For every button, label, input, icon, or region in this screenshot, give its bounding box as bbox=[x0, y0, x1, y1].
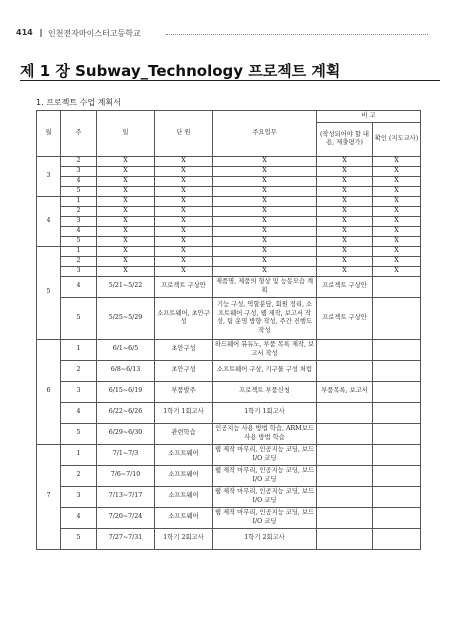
confirm-cell bbox=[373, 339, 421, 360]
week-cell: 5 bbox=[61, 528, 97, 549]
week-cell: 4 bbox=[61, 276, 97, 297]
section-heading: 1. 프로젝트 수업 계획서 bbox=[36, 98, 121, 107]
month-cell: 6 bbox=[37, 339, 61, 444]
confirm-cell: X bbox=[373, 266, 421, 276]
unit-cell: X bbox=[155, 256, 213, 266]
month-cell: 4 bbox=[37, 196, 61, 246]
table-row bbox=[37, 216, 421, 226]
period-cell: 7/13~7/17 bbox=[97, 486, 155, 507]
task-cell: 기능 구성, 역할분담, 회원 정리, 소프트웨어 구성, 웹 제작, 보고서 작성, 팀 운영 방향 작성, 주간 진행도 작성 bbox=[213, 297, 317, 339]
unit-cell: 1학기 1회고사 bbox=[155, 402, 213, 423]
confirm-cell: X bbox=[373, 206, 421, 216]
week-cell: 4 bbox=[61, 507, 97, 528]
unit-cell: X bbox=[155, 216, 213, 226]
week-cell: 4 bbox=[61, 402, 97, 423]
task-cell: 제품명, 제품의 형상 및 능동모습 계획 bbox=[213, 276, 317, 297]
week-cell: 1 bbox=[61, 444, 97, 465]
task-cell: X bbox=[213, 236, 317, 246]
week-cell: 3 bbox=[61, 216, 97, 226]
task-cell: X bbox=[213, 256, 317, 266]
table-row bbox=[37, 196, 421, 206]
period-cell: 6/22~6/26 bbox=[97, 402, 155, 423]
task-cell: 웹 제작 마무리, 인공지능 코딩, 보드 I/O 코딩 bbox=[213, 444, 317, 465]
period-cell: 7/6~7/10 bbox=[97, 465, 155, 486]
header-week: 주 bbox=[61, 111, 97, 157]
month-cell: 5 bbox=[37, 246, 61, 339]
output-cell bbox=[317, 402, 373, 423]
output-cell: X bbox=[317, 166, 373, 176]
confirm-cell: X bbox=[373, 196, 421, 206]
confirm-cell bbox=[373, 381, 421, 402]
table-row bbox=[37, 156, 421, 166]
confirm-cell bbox=[373, 423, 421, 444]
header-dotted-rule bbox=[166, 34, 428, 35]
unit-cell: X bbox=[155, 186, 213, 196]
unit-cell: 관련학습 bbox=[155, 423, 213, 444]
period-cell: X bbox=[97, 266, 155, 276]
task-cell: 웹 제작 마무리, 인공지능 코딩, 보드 I/O 코딩 bbox=[213, 507, 317, 528]
period-cell: X bbox=[97, 156, 155, 166]
week-cell: 1 bbox=[61, 196, 97, 206]
week-cell: 3 bbox=[61, 486, 97, 507]
period-cell: X bbox=[97, 256, 155, 266]
output-cell bbox=[317, 465, 373, 486]
output-cell bbox=[317, 507, 373, 528]
unit-cell: X bbox=[155, 176, 213, 186]
table-body bbox=[37, 156, 421, 549]
task-cell: X bbox=[213, 186, 317, 196]
table-row bbox=[37, 381, 421, 402]
unit-cell: 소프트웨어 bbox=[155, 465, 213, 486]
unit-cell: X bbox=[155, 246, 213, 256]
week-cell: 5 bbox=[61, 236, 97, 246]
task-cell: X bbox=[213, 226, 317, 236]
output-cell: X bbox=[317, 226, 373, 236]
table-row bbox=[37, 444, 421, 465]
output-cell bbox=[317, 360, 373, 381]
period-cell: X bbox=[97, 236, 155, 246]
month-cell: 3 bbox=[37, 156, 61, 196]
task-cell: X bbox=[213, 266, 317, 276]
period-cell: 6/15~6/19 bbox=[97, 381, 155, 402]
task-cell: 프로젝트 부품신청 bbox=[213, 381, 317, 402]
confirm-cell bbox=[373, 360, 421, 381]
week-cell: 1 bbox=[61, 246, 97, 256]
output-cell: X bbox=[317, 246, 373, 256]
school-name: 인천전자마이스터고등학교 bbox=[48, 29, 141, 38]
unit-cell: 소프트웨어 bbox=[155, 486, 213, 507]
page-header bbox=[16, 28, 436, 40]
table-row bbox=[37, 360, 421, 381]
confirm-cell bbox=[373, 444, 421, 465]
period-cell: 7/1~7/3 bbox=[97, 444, 155, 465]
output-cell bbox=[317, 444, 373, 465]
task-cell: 인공지능 사용 방법 학습, ARM보드 사용 방법 학습 bbox=[213, 423, 317, 444]
confirm-cell: X bbox=[373, 216, 421, 226]
confirm-cell bbox=[373, 528, 421, 549]
period-cell: 6/29~6/30 bbox=[97, 423, 155, 444]
unit-cell: 소프트웨어 bbox=[155, 444, 213, 465]
header-note-output: (작성되어야 할 내용, 제출평가) bbox=[317, 122, 373, 156]
header-note-confirm: 확인 (지도교사) bbox=[373, 122, 421, 156]
task-cell: X bbox=[213, 206, 317, 216]
table-row bbox=[37, 176, 421, 186]
period-cell: X bbox=[97, 196, 155, 206]
lesson-plan-table bbox=[36, 110, 421, 550]
confirm-cell: X bbox=[373, 246, 421, 256]
output-cell: X bbox=[317, 176, 373, 186]
header-task: 주요업무 bbox=[213, 111, 317, 157]
output-cell: X bbox=[317, 236, 373, 246]
period-cell: 6/1~6/5 bbox=[97, 339, 155, 360]
unit-cell: 소프트웨어 bbox=[155, 507, 213, 528]
unit-cell: X bbox=[155, 226, 213, 236]
chapter-title: 제 1 장 Subway_Technology 프로젝트 계획 bbox=[20, 62, 341, 80]
period-cell: X bbox=[97, 206, 155, 216]
output-cell: X bbox=[317, 196, 373, 206]
table-row bbox=[37, 236, 421, 246]
task-cell: X bbox=[213, 166, 317, 176]
page-number: 414 bbox=[16, 28, 33, 37]
unit-cell: X bbox=[155, 236, 213, 246]
unit-cell: 초안구성 bbox=[155, 360, 213, 381]
table-row bbox=[37, 423, 421, 444]
table-row bbox=[37, 297, 421, 339]
confirm-cell: X bbox=[373, 256, 421, 266]
table-row bbox=[37, 266, 421, 276]
period-cell: X bbox=[97, 216, 155, 226]
table-row bbox=[37, 226, 421, 236]
week-cell: 3 bbox=[61, 266, 97, 276]
table-row bbox=[37, 166, 421, 176]
week-cell: 5 bbox=[61, 297, 97, 339]
header-divider bbox=[40, 29, 42, 37]
table-row bbox=[37, 486, 421, 507]
confirm-cell bbox=[373, 276, 421, 297]
header-month: 월 bbox=[37, 111, 61, 157]
confirm-cell: X bbox=[373, 236, 421, 246]
unit-cell: X bbox=[155, 206, 213, 216]
unit-cell: 초안구성 bbox=[155, 339, 213, 360]
task-cell: 소프트웨어 구상, 기구물 구성 처럼 bbox=[213, 360, 317, 381]
output-cell: X bbox=[317, 256, 373, 266]
week-cell: 4 bbox=[61, 176, 97, 186]
output-cell: X bbox=[317, 156, 373, 166]
period-cell: 6/8~6/13 bbox=[97, 360, 155, 381]
week-cell: 5 bbox=[61, 423, 97, 444]
week-cell: 4 bbox=[61, 226, 97, 236]
output-cell bbox=[317, 486, 373, 507]
task-cell: 1학기 1회고사 bbox=[213, 402, 317, 423]
month-cell: 7 bbox=[37, 444, 61, 549]
week-cell: 2 bbox=[61, 156, 97, 166]
table-row bbox=[37, 402, 421, 423]
task-cell: 1학기 2회고사 bbox=[213, 528, 317, 549]
task-cell: 웹 제작 마무리, 인공지능 코딩, 보드 I/O 코딩 bbox=[213, 486, 317, 507]
confirm-cell bbox=[373, 507, 421, 528]
period-cell: X bbox=[97, 226, 155, 236]
task-cell: X bbox=[213, 196, 317, 206]
unit-cell: 부품발주 bbox=[155, 381, 213, 402]
output-cell bbox=[317, 528, 373, 549]
table-row bbox=[37, 528, 421, 549]
confirm-cell: X bbox=[373, 186, 421, 196]
period-cell: X bbox=[97, 246, 155, 256]
unit-cell: X bbox=[155, 166, 213, 176]
header-period: 일 bbox=[97, 111, 155, 157]
period-cell: X bbox=[97, 176, 155, 186]
unit-cell: X bbox=[155, 266, 213, 276]
table-row bbox=[37, 256, 421, 266]
period-cell: 5/25~5/29 bbox=[97, 297, 155, 339]
week-cell: 1 bbox=[61, 339, 97, 360]
header-note: 비 고 bbox=[317, 111, 421, 123]
week-cell: 3 bbox=[61, 381, 97, 402]
table-row bbox=[37, 206, 421, 216]
table-row bbox=[37, 465, 421, 486]
confirm-cell: X bbox=[373, 226, 421, 236]
output-cell bbox=[317, 339, 373, 360]
confirm-cell: X bbox=[373, 156, 421, 166]
unit-cell: 1학기 2회고사 bbox=[155, 528, 213, 549]
output-cell: X bbox=[317, 216, 373, 226]
week-cell: 2 bbox=[61, 465, 97, 486]
header-unit: 단 원 bbox=[155, 111, 213, 157]
period-cell: 5/21~5/22 bbox=[97, 276, 155, 297]
output-cell: 프로젝트 구상안 bbox=[317, 276, 373, 297]
output-cell: X bbox=[317, 206, 373, 216]
unit-cell: 프로젝트 구상안 bbox=[155, 276, 213, 297]
task-cell: 웹 제작 마무리, 인공지능 코딩, 보드 I/O 코딩 bbox=[213, 465, 317, 486]
output-cell: 프로젝트 구상안 bbox=[317, 297, 373, 339]
task-cell: X bbox=[213, 176, 317, 186]
confirm-cell bbox=[373, 465, 421, 486]
task-cell: 하드웨어 뮤듀노, 부품 목록 제작, 보고서 작성 bbox=[213, 339, 317, 360]
title-underline bbox=[20, 80, 440, 81]
week-cell: 3 bbox=[61, 166, 97, 176]
table-row bbox=[37, 186, 421, 196]
confirm-cell: X bbox=[373, 176, 421, 186]
task-cell: X bbox=[213, 216, 317, 226]
period-cell: 7/27~7/31 bbox=[97, 528, 155, 549]
table-row bbox=[37, 276, 421, 297]
period-cell: X bbox=[97, 166, 155, 176]
unit-cell: X bbox=[155, 196, 213, 206]
table-row bbox=[37, 339, 421, 360]
confirm-cell bbox=[373, 297, 421, 339]
confirm-cell bbox=[373, 402, 421, 423]
period-cell: X bbox=[97, 186, 155, 196]
output-cell bbox=[317, 423, 373, 444]
week-cell: 2 bbox=[61, 256, 97, 266]
period-cell: 7/20~7/24 bbox=[97, 507, 155, 528]
table-row bbox=[37, 507, 421, 528]
confirm-cell: X bbox=[373, 166, 421, 176]
task-cell: X bbox=[213, 246, 317, 256]
output-cell: X bbox=[317, 186, 373, 196]
unit-cell: X bbox=[155, 156, 213, 166]
output-cell: 부품목록, 보고서 bbox=[317, 381, 373, 402]
output-cell: X bbox=[317, 266, 373, 276]
week-cell: 2 bbox=[61, 206, 97, 216]
week-cell: 5 bbox=[61, 186, 97, 196]
confirm-cell bbox=[373, 486, 421, 507]
week-cell: 2 bbox=[61, 360, 97, 381]
unit-cell: 소프트웨어, 초안구성 bbox=[155, 297, 213, 339]
table-row bbox=[37, 246, 421, 256]
task-cell: X bbox=[213, 156, 317, 166]
